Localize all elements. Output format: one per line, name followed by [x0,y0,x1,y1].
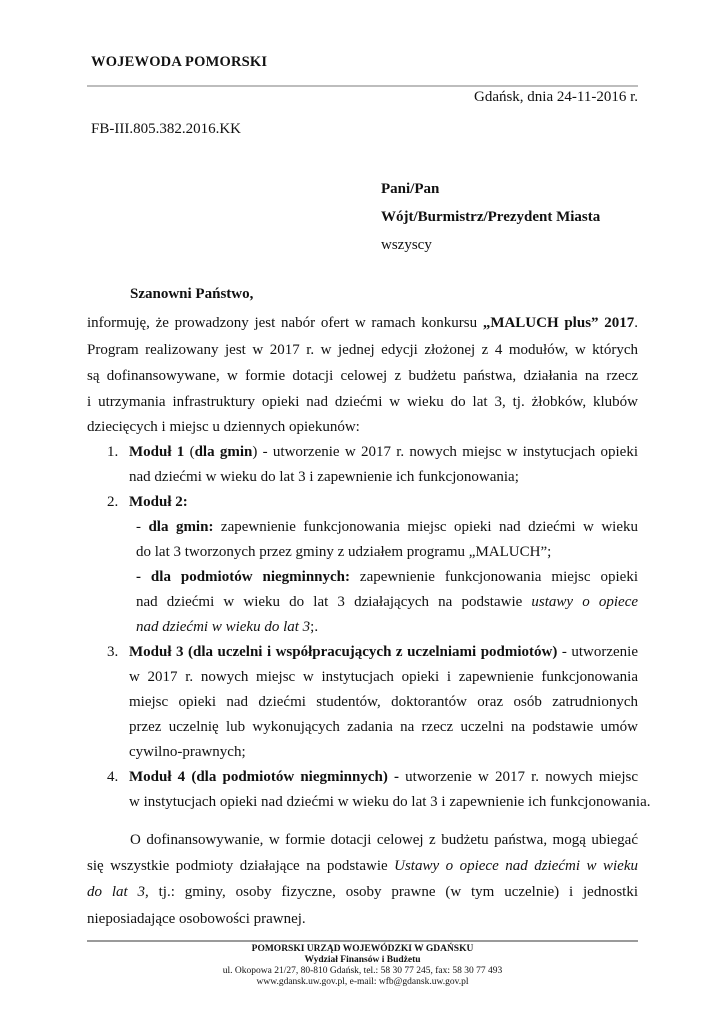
module-2-sub-line: - dla gmin: zapewnienie funkcjonowania miejsc opieki nad dziećmi w wieku [136,519,638,535]
case-number: FB-III.805.382.2016.KK [91,121,241,137]
footer-department: Wydział Finansów i Budżetu [304,955,421,965]
module-1-line: Moduł 1 (dla gmin) - utworzenie w 2017 r. nowych miejsc w instytucjach opieki [129,444,638,460]
intro-line: i utrzymania infrastruktury opieki nad dziećmi w wieku do lat 3, tj. żłobków, klubów [87,394,638,410]
module-3-line: cywilno-prawnych; [129,744,246,760]
greeting: Szanowni Państwo, [130,286,254,302]
module-4-line: w instytucjach opieki nad dziećmi w wieku do lat 3 i zapewnienie ich funkcjonowania. [129,794,651,810]
closing-line: się wszystkie podmioty działające na podstawie Ustawy o opiece nad dziećmi w wieku [87,858,638,874]
closing-line: nieposiadające osobowości prawnej. [87,911,306,927]
intro-line: są dofinansowywane, w formie dotacji celowej z budżetu państwa, działania na rzecz [87,368,638,384]
footer-address: ul. Okopowa 21/27, 80-810 Gdańsk, tel.: 58 30 77 245, fax: 58 30 77 493 [222,966,503,976]
closing-line: do lat 3, tj.: gminy, osoby fizyczne, osoby prawne (w tym uczelnie) i jednostki [87,884,638,900]
intro-line: Program realizowany jest w 2017 r. w jednej edycji złożonej z 4 modułów, w których [87,342,638,358]
addressee-line-1: Pani/Pan [381,181,440,197]
module-4-line: Moduł 4 (dla podmiotów niegminnych) - utworzenie w 2017 r. nowych miejsc [129,769,638,785]
module-1-line: nad dziećmi w wieku do lat 3 i zapewnienie ich funkcjonowania; [129,469,519,485]
addressee-line-2: Wójt/Burmistrz/Prezydent Miasta [381,209,601,225]
module-3-line: w 2017 r. nowych miejsc w instytucjach opieki i zapewnienie funkcjonowania [129,669,638,685]
module-2-sub-line: do lat 3 tworzonych przez gminy z udziałem programu „MALUCH”; [136,544,552,560]
header-divider [87,85,638,87]
addressee-line-3: wszyscy [381,237,432,253]
module-3-line: miejsc opieki nad dziećmi studentów, doktorantów oraz osób zatrudnionych [129,694,638,710]
list-number: 4. [107,769,119,785]
module-2-sub-line: - dla podmiotów niegminnych: zapewnienie funkcjonowania miejsc opieki [136,569,638,585]
module-3-line: przez uczelnię lub wykonujących zadania na rzecz uczelni na podstawie umów [129,719,638,735]
intro-line: informuję, że prowadzony jest nabór ofert w ramach konkursu „MALUCH plus” 2017. [87,315,638,331]
footer-office: POMORSKI URZĄD WOJEWÓDZKI W GDAŃSKU [251,944,474,954]
letter-date: Gdańsk, dnia 24-11-2016 r. [473,89,638,105]
list-number: 3. [107,644,119,660]
closing-line: O dofinansowywanie, w formie dotacji celowej z budżetu państwa, mogą ubiegać [130,832,638,848]
module-3-line: Moduł 3 (dla uczelni i współpracujących z uczelniami podmiotów) - utworzenie [129,644,638,660]
intro-line: dziecięcych i miejsc u dziennych opiekunów: [87,419,360,435]
authority-heading: WOJEWODA POMORSKI [91,54,268,70]
module-2-sub-line: nad dziećmi w wieku do lat 3 działających na podstawie ustawy o opiece [136,594,638,610]
list-number: 1. [107,444,119,460]
list-number: 2. [107,494,119,510]
footer-contact: www.gdansk.uw.gov.pl, e-mail: wfb@gdansk.uw.gov.pl [256,977,469,987]
module-2-heading: Moduł 2: [129,494,188,510]
footer-divider [87,940,638,942]
module-2-sub-line: nad dziećmi w wieku do lat 3;. [136,619,319,635]
